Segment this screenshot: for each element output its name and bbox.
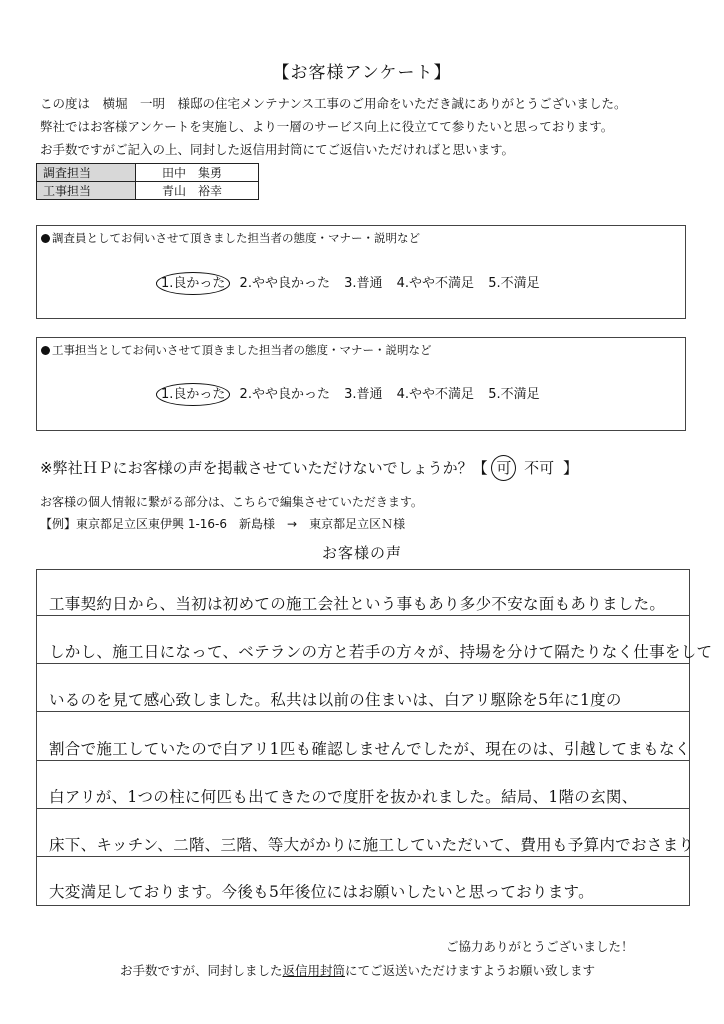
ruled-line	[37, 808, 689, 809]
q2-option-5[interactable]: 5.不満足	[488, 387, 540, 402]
question-1-heading	[41, 230, 420, 246]
question-2-heading	[41, 342, 432, 358]
voice-line-6: 床下、キッチン、二階、三階、等大がかりに施工していただいて、費用も予算内でおさまり	[49, 836, 695, 854]
ruled-line	[37, 615, 689, 616]
q2-option-2[interactable]: 2.やや良かった	[239, 387, 330, 402]
privacy-example: 【例】東京都足立区東伊興 1-16-6 新島様 → 東京都足立区Ｎ様	[40, 517, 406, 531]
voice-title: お客様の声	[321, 544, 402, 562]
page-title: 【お客様アンケート】	[272, 63, 452, 83]
footer-envelope: 返信用封筒	[282, 963, 346, 978]
hp-consent-question	[40, 457, 578, 478]
bullet-icon	[41, 234, 50, 243]
survey-staff-name: 田中 集勇	[136, 164, 259, 182]
q1-option-2[interactable]: 2.やや良かった	[239, 276, 330, 291]
work-staff-name: 青山 裕幸	[136, 182, 259, 200]
q2-option-4[interactable]: 4.やや不満足	[396, 387, 475, 402]
question-2-text: 工事担当としてお伺いさせて頂きました担当者の態度・マナー・説明など	[52, 343, 432, 357]
footer-post: にてご返送いただけますようお願い致します	[345, 963, 596, 978]
voice-line-5: 白アリが、1つの柱に何匹も出てきたので度肝を抜かれました。結局、1階の玄関、	[49, 788, 638, 806]
question-2-box	[36, 337, 686, 431]
question-1-scale	[161, 272, 550, 291]
q2-option-1[interactable]: 1.良かった	[161, 387, 226, 402]
footer-note	[120, 961, 595, 979]
voice-box	[36, 569, 713, 906]
intro-line-3: お手数ですがご記入の上、同封した返信用封筒にてご返信いただければと思います。	[40, 142, 515, 157]
voice-line-3: いるのを見て感心致しました。私共は以前の住まいは、白アリ駆除を5年に1度の	[49, 691, 622, 709]
survey-staff-label: 調査担当	[37, 164, 136, 182]
question-2-scale	[161, 383, 550, 402]
voice-line-4: 割合で施工していたので白アリ1匹も確認しませんでしたが、現在のは、引越してまもなく	[49, 740, 691, 758]
hp-consent-no[interactable]: 不可	[524, 459, 555, 477]
privacy-note: お客様の個人情報に繋がる部分は、こちらで編集させていただきます。	[40, 495, 423, 509]
voice-line-1: 工事契約日から、当初は初めての施工会社という事もあり多少不安な面もありました。	[49, 595, 666, 613]
q1-option-4[interactable]: 4.やや不満足	[396, 276, 475, 291]
work-staff-label: 工事担当	[37, 182, 136, 200]
bullet-icon	[41, 346, 50, 355]
intro-line-1: この度は 横堀 一明 様邸の住宅メンテナンス工事のご用命をいただき誠にありがとうございました。	[40, 96, 627, 111]
question-1-box	[36, 225, 686, 319]
ruled-line	[37, 760, 689, 761]
q1-option-1[interactable]: 1.良かった	[161, 276, 226, 291]
hp-consent-text: ※弊社ＨＰにお客様の声を掲載させていただけないでしょうか？【	[40, 459, 488, 477]
staff-table	[36, 163, 259, 200]
question-1-text: 調査員としてお伺いさせて頂きました担当者の態度・マナー・説明など	[52, 231, 420, 245]
thanks-text: ご協力ありがとうございました！	[446, 939, 634, 954]
ruled-line	[37, 711, 689, 712]
ruled-line	[37, 856, 689, 857]
q1-option-3[interactable]: 3.普通	[344, 276, 383, 291]
voice-line-7: 大変満足しております。今後も5年後位にはお願いしたいと思っております。	[49, 883, 594, 901]
hp-consent-bracket: 】	[562, 459, 578, 477]
q1-option-5[interactable]: 5.不満足	[488, 276, 540, 291]
hp-consent-yes[interactable]: 可	[496, 459, 512, 477]
q2-option-3[interactable]: 3.普通	[344, 387, 383, 402]
staff-row-survey	[37, 164, 259, 182]
intro-line-2: 弊社ではお客様アンケートを実施し、より一層のサービス向上に役立てて参りたいと思っております。	[40, 119, 614, 134]
voice-line-2: しかし、施工日になって、ベテランの方と若手の方々が、持場を分けて隔たりなく仕事をして	[49, 643, 713, 661]
footer-pre: お手数ですが、同封しました	[120, 963, 283, 978]
staff-row-work	[37, 182, 259, 200]
ruled-line	[37, 663, 689, 664]
